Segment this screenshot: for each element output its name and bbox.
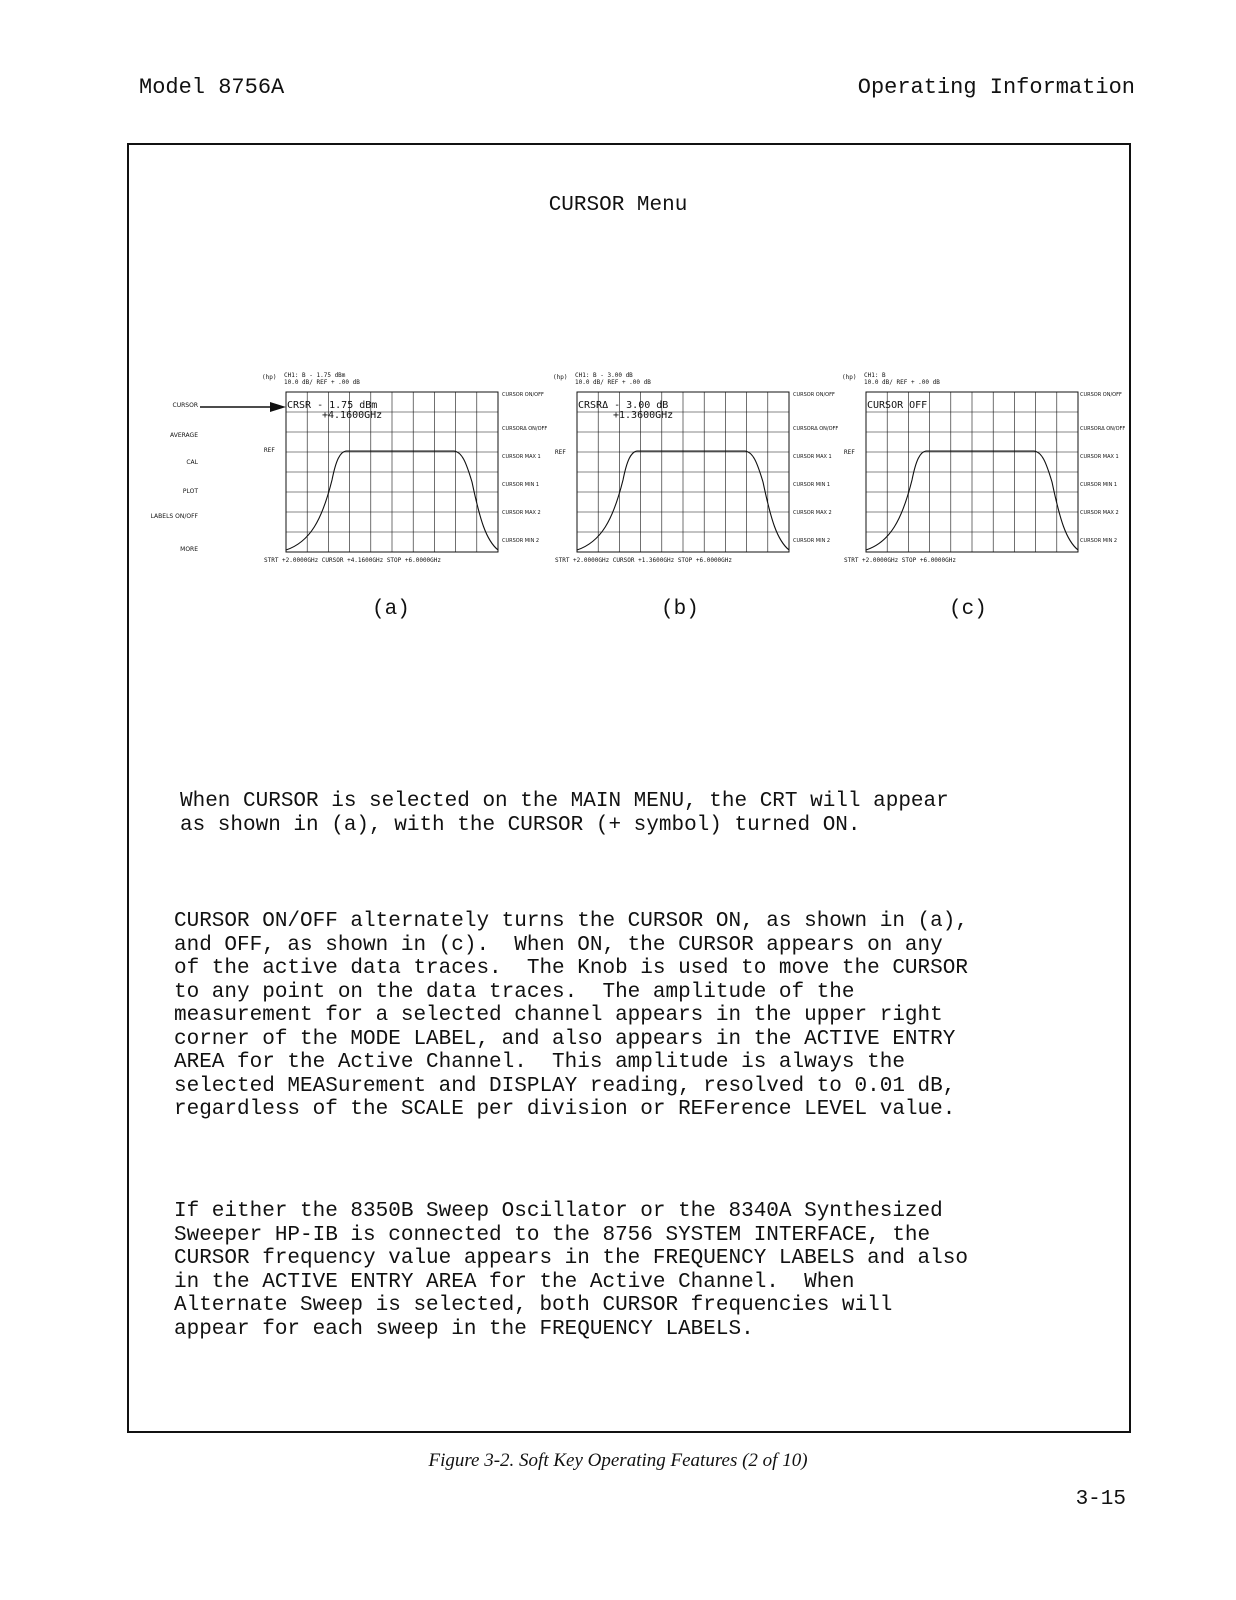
frequency-labels: STRT +2.0000GHz STOP +6.0000GHz — [844, 557, 956, 564]
figure-title: CURSOR Menu — [548, 194, 688, 217]
softkey-cursor-max1: CURSOR MAX 1 — [502, 454, 541, 460]
softkey-cursor-onoff: CURSOR ON/OFF — [1080, 392, 1122, 398]
softkey-cursor-min1: CURSOR MIN 1 — [1080, 482, 1118, 488]
status-line-1: CH1: B — [864, 372, 886, 379]
subfigure-label-b: (b) — [661, 598, 699, 621]
menu-key-labels: LABELS ON/OFF — [150, 513, 198, 520]
softkey-cursor-min2: CURSOR MIN 2 — [502, 538, 540, 544]
cursor-readout-amplitude: CRSRΔ - 3.00 dB — [578, 400, 669, 411]
softkey-cursor-delta: CURSORΔ ON/OFF — [1080, 426, 1126, 432]
hp-logo-icon: (hp) — [553, 374, 568, 381]
softkey-cursor-min2: CURSOR MIN 2 — [793, 538, 831, 544]
softkey-cursor-onoff: CURSOR ON/OFF — [793, 392, 835, 398]
status-line-2: 10.0 dB/ REF + .00 dB — [575, 379, 651, 386]
softkey-cursor-delta: CURSORΔ ON/OFF — [502, 426, 548, 432]
softkey-cursor-delta: CURSORΔ ON/OFF — [793, 426, 839, 432]
header-section: Operating Information — [857, 75, 1135, 100]
menu-key-cal: CAL — [186, 459, 198, 466]
softkey-cursor-max2: CURSOR MAX 2 — [502, 510, 541, 516]
hp-logo-icon: (hp) — [262, 374, 277, 381]
ref-label: REF — [555, 449, 566, 456]
status-line-2: 10.0 dB/ REF + .00 dB — [864, 379, 940, 386]
crt-screen-a — [262, 370, 572, 580]
crt-screen-c — [842, 370, 1152, 580]
hp-logo-icon: (hp) — [842, 374, 857, 381]
frequency-labels: STRT +2.0000GHz CURSOR +4.1600GHz STOP +6.0000GHz — [264, 557, 442, 564]
softkey-cursor-onoff: CURSOR ON/OFF — [502, 392, 544, 398]
header-model: Model 8756A — [139, 75, 285, 100]
cursor-readout-frequency: +1.3600GHz — [613, 410, 674, 421]
page-number: 3-15 — [1075, 1488, 1126, 1511]
paragraph-frequency-labels: If either the 8350B Sweep Oscillator or the 8340A Synthesized Sweeper HP-IB is connected to the 8756 SYSTEM INTERFACE, the CURSOR frequency value appears in the FREQUENCY LABELS and also in the ACTIVE ENTRY AREA for the Active Channel. When Alternate Sweep is selected, both CURSOR frequencies will appear for each sweep in the FREQUENCY LABELS. — [174, 1200, 968, 1341]
subfigure-label-a: (a) — [372, 598, 410, 621]
cursor-readout-frequency: +4.1600GHz — [322, 410, 383, 421]
softkey-cursor-max1: CURSOR MAX 1 — [1080, 454, 1119, 460]
status-line-2: 10.0 dB/ REF + .00 dB — [284, 379, 360, 386]
ref-label: REF — [264, 447, 275, 454]
paragraph-cursor-selected: When CURSOR is selected on the MAIN MENU, the CRT will appear as shown in (a), with the CURSOR (+ symbol) turned ON. — [180, 790, 949, 837]
cursor-readout-amplitude: CRSR - 1.75 dBm — [287, 400, 378, 411]
paragraph-cursor-onoff: CURSOR ON/OFF alternately turns the CURSOR ON, as shown in (a), and OFF, as shown in (c). When ON, the CURSOR appears on any of the active data traces. The Knob is used to move the CURSOR to any point on the data traces. The amplitude of the measurement for a selected channel appears in the upper right corner of the MODE LABEL, and also appears in the ACTIVE ENTRY AREA for the Active Channel. This amplitude is always the selected MEASurement and DISPLAY reading, resolved to 0.01 dB, regardless of the SCALE per division or REFerence LEVEL value. — [174, 910, 968, 1121]
status-line-1: CH1: B - 3.00 dB — [575, 372, 633, 379]
frequency-labels: STRT +2.0000GHz CURSOR +1.3600GHz STOP +6.0000GHz — [555, 557, 733, 564]
softkey-cursor-min1: CURSOR MIN 1 — [502, 482, 540, 488]
status-line-1: CH1: B - 1.75 dBm — [284, 372, 346, 379]
softkey-cursor-max2: CURSOR MAX 2 — [1080, 510, 1119, 516]
subfigure-label-c: (c) — [949, 598, 987, 621]
softkey-cursor-max2: CURSOR MAX 2 — [793, 510, 832, 516]
softkey-cursor-max1: CURSOR MAX 1 — [793, 454, 832, 460]
ref-label: REF — [844, 449, 855, 456]
crt-screen-b — [553, 370, 863, 580]
menu-key-plot: PLOT — [182, 488, 198, 495]
softkey-cursor-min2: CURSOR MIN 2 — [1080, 538, 1118, 544]
menu-key-cursor: CURSOR — [172, 402, 198, 409]
figure-caption: Figure 3-2. Soft Key Operating Features (2 of 10) — [428, 1450, 808, 1471]
menu-key-average: AVERAGE — [170, 432, 198, 439]
menu-key-more: MORE — [180, 546, 198, 553]
cursor-off-label: CURSOR OFF — [867, 400, 928, 411]
softkey-cursor-min1: CURSOR MIN 1 — [793, 482, 831, 488]
